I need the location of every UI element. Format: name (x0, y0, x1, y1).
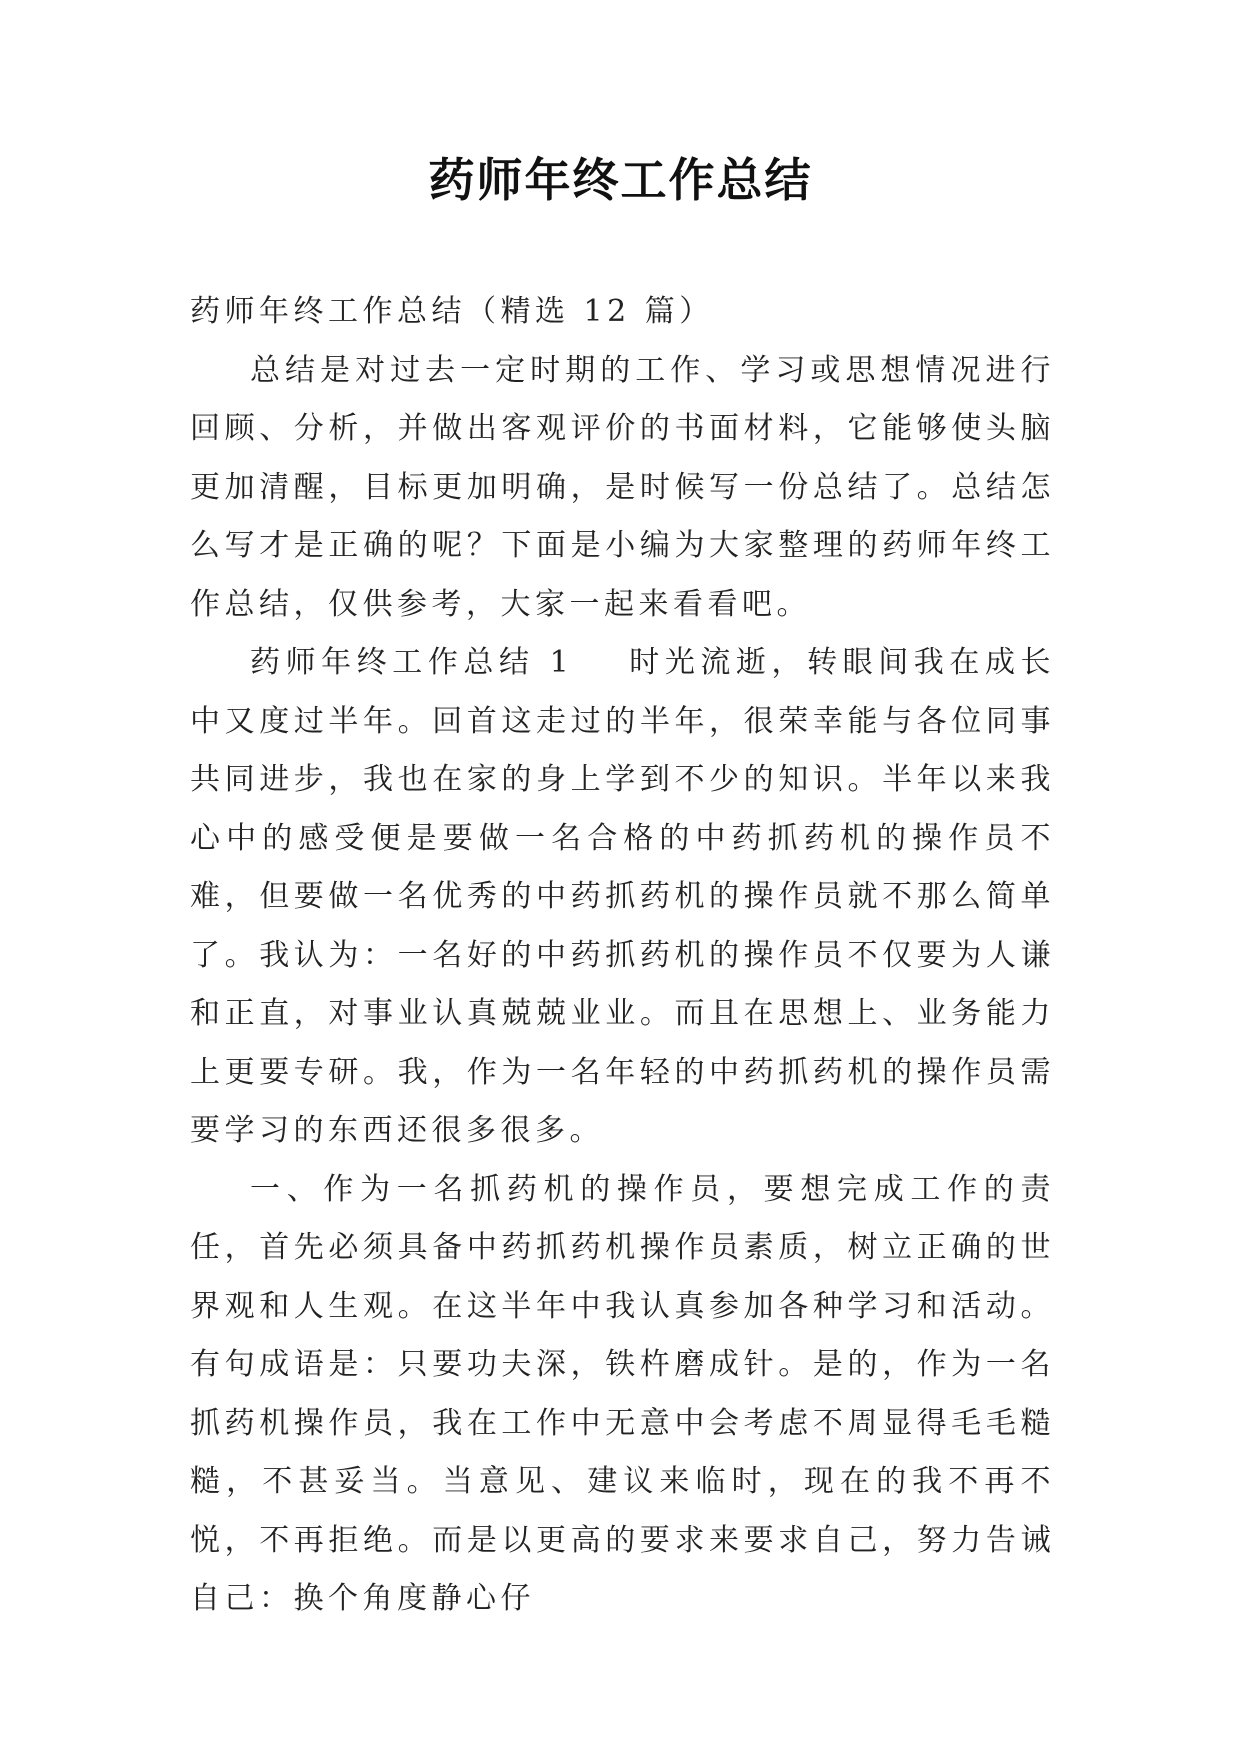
document-subtitle: 药师年终工作总结（精选 12 篇） (190, 294, 714, 329)
section-1-text: 时光流逝，转眼间我在成长中又度过半年。回首这走过的半年，很荣幸能与各位同事共同进步，我也在家的身上学到不少的知识。半年以来我心中的感受便是要做一名合格的中药抓药机的操作员不难，但要做一名优秀的中药抓药机的操作员就不那么简单了。我认为：一名好的中药抓药机的操作员不仅要为人谦和正直，对事业认真兢兢业业。而且在思想上、业务能力上更要专研。我，作为一名年轻的中药抓药机的操作员需要学习的东西还很多很多。 (190, 645, 1056, 1148)
section-1-paragraph (190, 634, 1055, 1161)
point-1-paragraph: 一、作为一名抓药机的操作员，要想完成工作的责任，首先必须具备中药抓药机操作员素质，树立正确的世界观和人生观。在这半年中我认真参加各种学习和活动。有句成语是：只要功夫深，铁杵磨成针。是的，作为一名抓药机操作员，我在工作中无意中会考虑不周显得毛毛糙糙，不甚妥当。当意见、建议来临时，现在的我不再不悦，不再拒绝。而是以更高的要求来要求自己，努力告诫自己：换个角度静心仔 (190, 1171, 1055, 1616)
intro-paragraph: 总结是对过去一定时期的工作、学习或思想情况进行回顾、分析，并做出客观评价的书面材料，它能够使头脑更加清醒，目标更加明确，是时候写一份总结了。总结怎么写才是正确的呢？下面是小编为大家整理的药师年终工作总结，仅供参考，大家一起来看看吧。 (190, 352, 1055, 622)
document-body (190, 283, 1055, 1629)
section-1-heading: 药师年终工作总结 1 (250, 645, 574, 680)
document-title: 药师年终工作总结 (428, 153, 813, 207)
